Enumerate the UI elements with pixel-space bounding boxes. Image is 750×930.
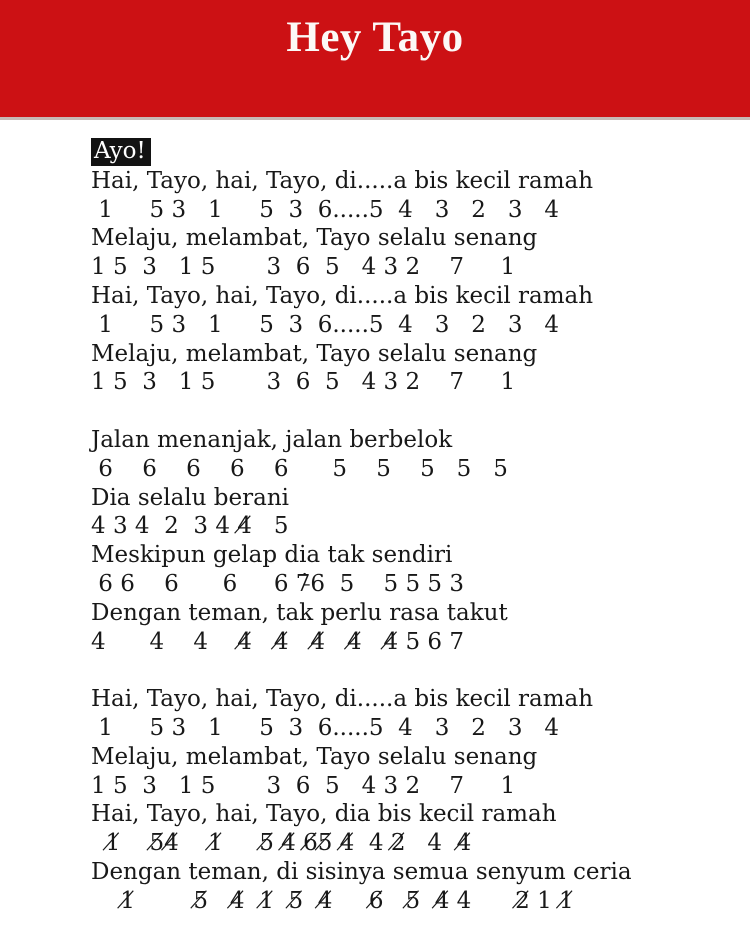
song-sheet	[0, 120, 750, 916]
notation-line: 6 6 6 6 6 7̵̇6 5 5 5 5 3	[91, 570, 464, 597]
lyric-line: Melaju, melambat, Tayo selalu senang	[91, 225, 538, 252]
stanza-gap	[91, 397, 720, 426]
header-banner	[0, 0, 750, 120]
lyric-line: Dengan teman, di sisinya semua senyum ceria	[91, 858, 632, 885]
stanza-gap	[91, 656, 720, 685]
notation-line: 1 5 3 1 5 3 6 5 4 3 2 7 1	[91, 772, 516, 799]
lyric-line: Melaju, melambat, Tayo selalu senang	[91, 340, 538, 367]
notation-line: 1 5 3 1 5 3 6.....5 4 3 2 3 4	[91, 714, 560, 741]
lyric-line: Hai, Tayo, hai, Tayo, di.....a bis kecil ramah	[91, 686, 594, 713]
notation-line: 1 5 3 1 5 3 6 5 4 3 2 7 1	[91, 369, 516, 396]
song-lines	[91, 167, 720, 916]
intro-line	[91, 138, 720, 167]
lyric-line: Jalan menanjak, jalan berbelok	[91, 426, 453, 453]
lyric-line: Hai, Tayo, hai, Tayo, di.....a bis kecil ramah	[91, 282, 594, 309]
notation-line: 1̸ 5̸4̸ 1̸ 5̸ 4̸ 6̸5̸ 4̸ 4 2̸ 4 4̸	[91, 830, 472, 857]
notation-line: 6 6 6 6 6 5 5 5 5 5	[91, 455, 508, 482]
lyric-line: Meskipun gelap dia tak sendiri	[91, 542, 453, 569]
lyric-line: Hai, Tayo, hai, Tayo, dia bis kecil ramah	[91, 801, 557, 828]
lyric-line: Melaju, melambat, Tayo selalu senang	[91, 743, 538, 770]
lyric-line: Dengan teman, tak perlu rasa takut	[91, 599, 508, 626]
lyric-line: Hai, Tayo, hai, Tayo, di.....a bis kecil ramah	[91, 167, 594, 194]
page-title: Hey Tayo	[286, 14, 464, 61]
notation-line: 4 3 4 2 3 4 4̸ 5	[91, 513, 289, 540]
intro-highlight-label: Ayo!	[91, 138, 151, 166]
notation-line: 1 5 3 1 5 3 6 5 4 3 2 7 1	[91, 254, 516, 281]
notation-line: 1 5 3 1 5 3 6.....5 4 3 2 3 4	[91, 311, 560, 338]
lyric-line: Dia selalu berani	[91, 484, 289, 511]
notation-line: 1̸ 5̸ 4̸ 1̸ 5̸ 4̸ 6̸ 5̸ 4̸ 4 2̸ 1 1̸	[91, 887, 574, 914]
notation-line: 1 5 3 1 5 3 6.....5 4 3 2 3 4	[91, 196, 560, 223]
notation-line: 4 4 4 4̸ 4̸ 4̸ 4̸ 4̸ 5 6 7	[91, 628, 464, 655]
